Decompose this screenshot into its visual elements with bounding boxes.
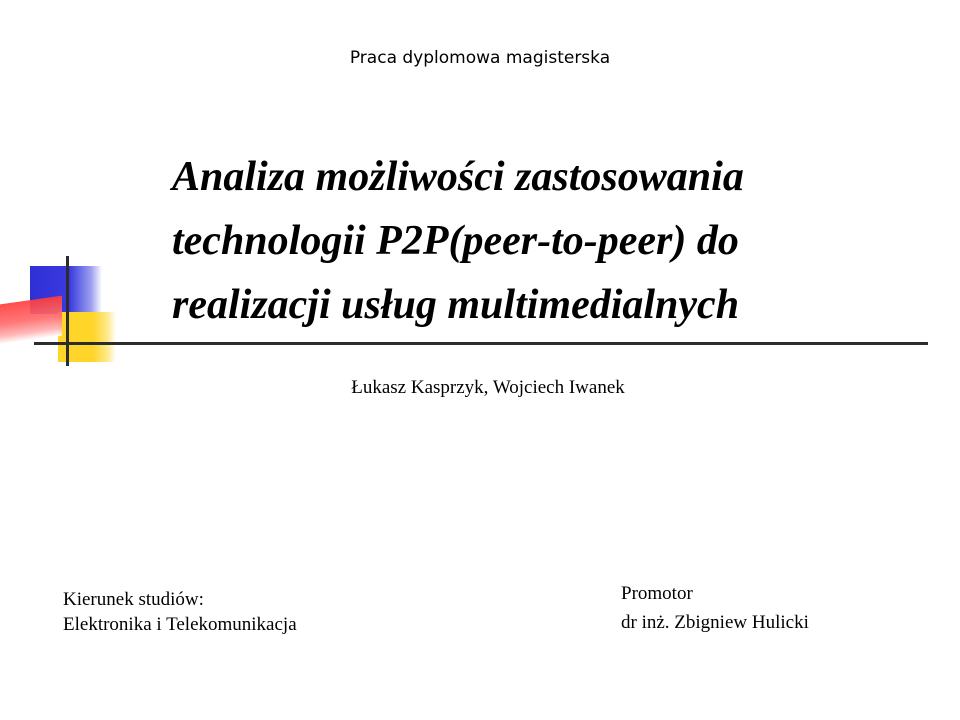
supervisor-name: dr inż. Zbigniew Hulicki — [621, 612, 809, 633]
title-line-2: technologii P2P(peer-to-peer) do — [172, 218, 739, 264]
title-line-1: Analiza możliwości zastosowania — [172, 154, 744, 200]
field-of-study — [63, 587, 297, 637]
field-of-study-value: Elektronika i Telekomunikacja — [63, 614, 297, 635]
field-of-study-label: Kierunek studiów: — [63, 589, 204, 610]
decorative-vertical-line — [66, 256, 69, 366]
title-line-3: realizacji usług multimedialnych — [172, 282, 740, 328]
supervisor — [621, 579, 809, 637]
authors: Łukasz Kasprzyk, Wojciech Iwanek — [351, 377, 625, 398]
decorative-red-square — [0, 296, 62, 345]
slide-title — [172, 145, 932, 337]
supervisor-label: Promotor — [621, 583, 693, 604]
thesis-type-label: Praca dyplomowa magisterska — [349, 48, 611, 68]
decorative-horizontal-line — [34, 342, 928, 345]
